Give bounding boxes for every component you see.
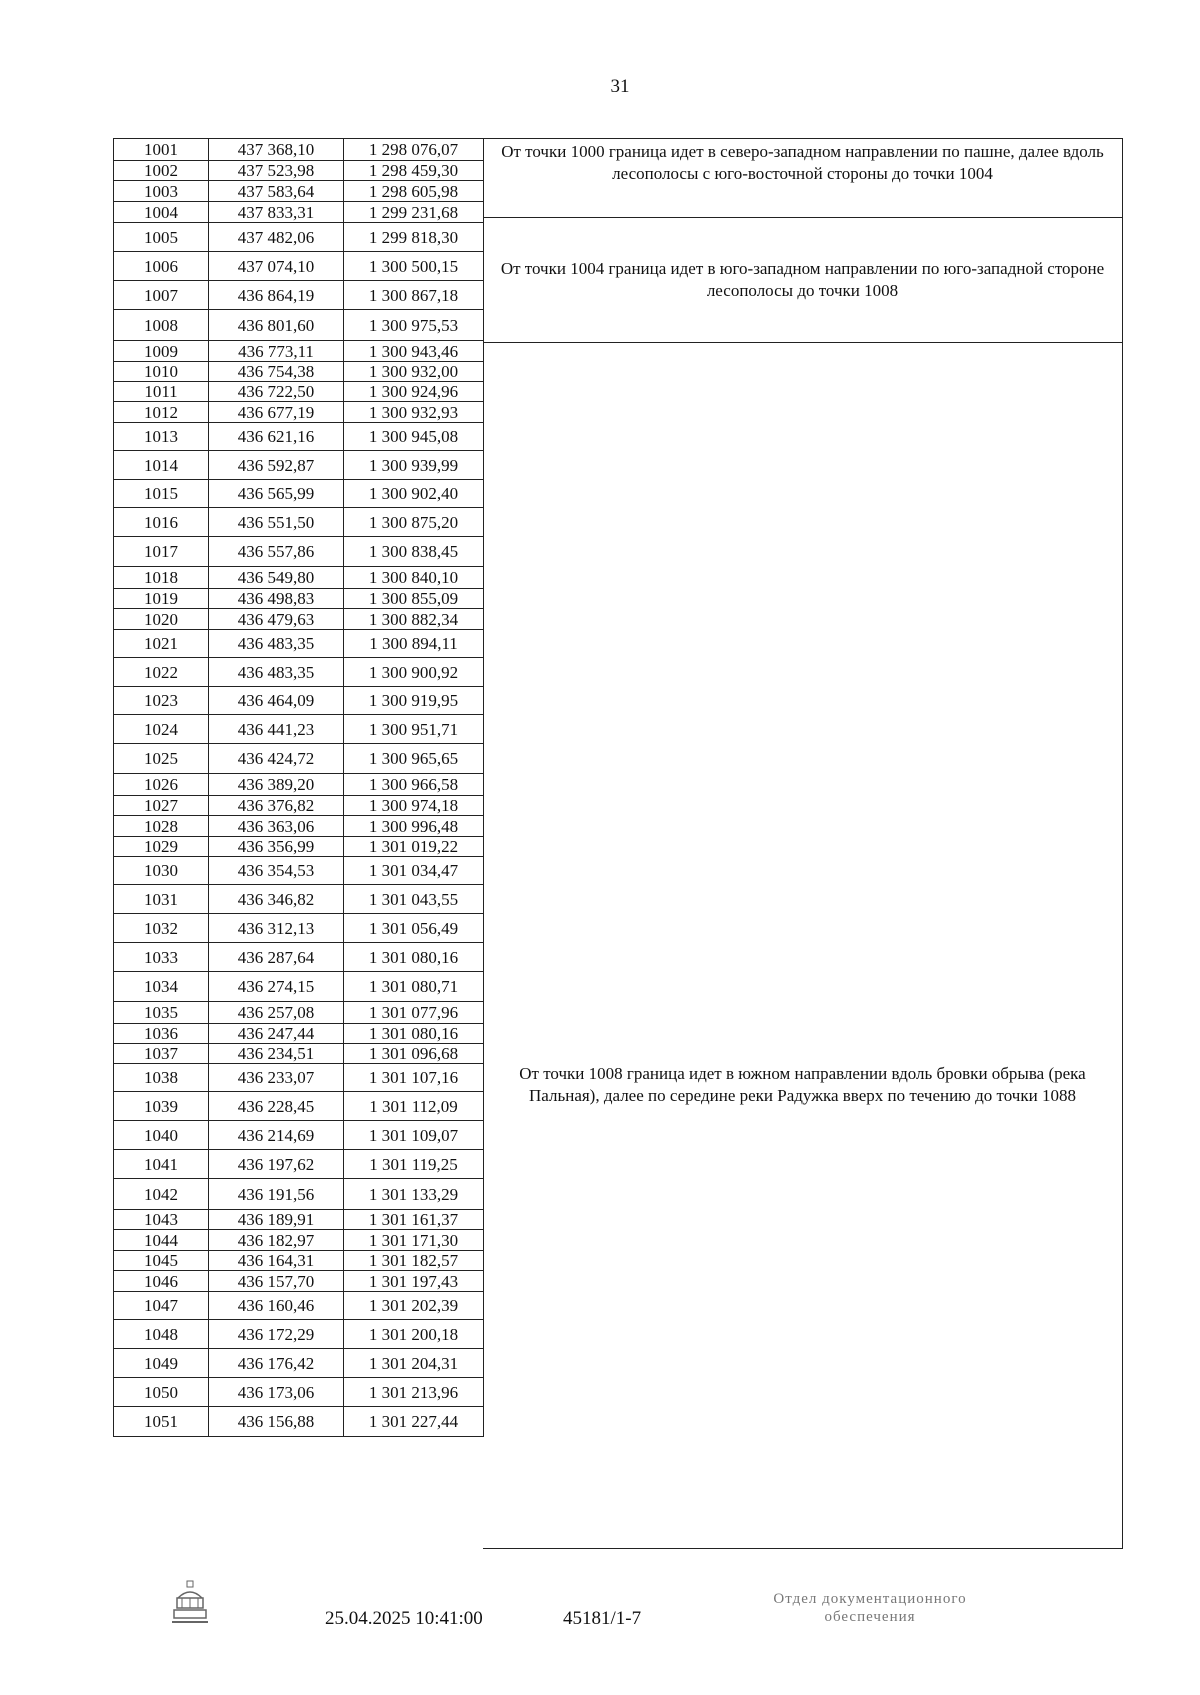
y-coordinate: 1 301 202,39 [344, 1292, 484, 1320]
table-row [114, 658, 484, 687]
point-number: 1001 [114, 139, 209, 161]
table-row [114, 451, 484, 480]
x-coordinate: 436 557,86 [209, 537, 344, 567]
table-row [114, 1320, 484, 1349]
point-number: 1032 [114, 914, 209, 943]
document-number: 45181/1-7 [563, 1608, 642, 1629]
x-coordinate: 436 864,19 [209, 281, 344, 310]
point-number: 1035 [114, 1002, 209, 1024]
x-coordinate: 436 346,82 [209, 885, 344, 914]
point-number: 1009 [114, 341, 209, 362]
y-coordinate: 1 300 932,93 [344, 402, 484, 423]
x-coordinate: 436 424,72 [209, 744, 344, 774]
x-coordinate: 436 189,91 [209, 1210, 344, 1230]
y-coordinate: 1 298 459,30 [344, 161, 484, 181]
y-coordinate: 1 301 096,68 [344, 1044, 484, 1064]
x-coordinate: 436 287,64 [209, 943, 344, 972]
y-coordinate: 1 301 107,16 [344, 1064, 484, 1092]
x-coordinate: 436 182,97 [209, 1230, 344, 1251]
table-row [114, 161, 484, 181]
y-coordinate: 1 300 996,48 [344, 816, 484, 837]
point-number: 1017 [114, 537, 209, 567]
point-number: 1047 [114, 1292, 209, 1320]
table-row [114, 281, 484, 310]
y-coordinate: 1 301 077,96 [344, 1002, 484, 1024]
y-coordinate: 1 300 951,71 [344, 715, 484, 744]
table-row [114, 1271, 484, 1292]
x-coordinate: 436 173,06 [209, 1378, 344, 1407]
table-row [114, 837, 484, 857]
y-coordinate: 1 301 109,07 [344, 1121, 484, 1150]
point-number: 1036 [114, 1024, 209, 1044]
y-coordinate: 1 300 500,15 [344, 252, 484, 281]
point-number: 1019 [114, 589, 209, 609]
table-row [114, 796, 484, 816]
point-number: 1006 [114, 252, 209, 281]
y-coordinate: 1 301 112,09 [344, 1092, 484, 1121]
boundary-sheet [113, 138, 1123, 1549]
x-coordinate: 436 157,70 [209, 1271, 344, 1292]
y-coordinate: 1 300 932,00 [344, 362, 484, 382]
y-coordinate: 1 301 119,25 [344, 1150, 484, 1179]
point-number: 1028 [114, 816, 209, 837]
point-number: 1011 [114, 382, 209, 402]
table-row [114, 589, 484, 609]
y-coordinate: 1 301 056,49 [344, 914, 484, 943]
table-row [114, 1378, 484, 1407]
x-coordinate: 436 160,46 [209, 1292, 344, 1320]
x-coordinate: 436 677,19 [209, 402, 344, 423]
table-row [114, 223, 484, 252]
y-coordinate: 1 300 975,53 [344, 310, 484, 341]
y-coordinate: 1 300 924,96 [344, 382, 484, 402]
table-row [114, 341, 484, 362]
y-coordinate: 1 301 080,71 [344, 972, 484, 1002]
table-row [114, 1292, 484, 1320]
y-coordinate: 1 300 919,95 [344, 687, 484, 715]
table-row [114, 857, 484, 885]
y-coordinate: 1 300 902,40 [344, 480, 484, 508]
seal-icon [170, 1580, 210, 1628]
x-coordinate: 437 368,10 [209, 139, 344, 161]
x-coordinate: 436 172,29 [209, 1320, 344, 1349]
x-coordinate: 436 191,56 [209, 1179, 344, 1210]
point-number: 1042 [114, 1179, 209, 1210]
table-row [114, 310, 484, 341]
point-number: 1003 [114, 181, 209, 202]
table-row [114, 423, 484, 451]
point-number: 1040 [114, 1121, 209, 1150]
y-coordinate: 1 301 080,16 [344, 1024, 484, 1044]
x-coordinate: 436 214,69 [209, 1121, 344, 1150]
table-row [114, 1044, 484, 1064]
y-coordinate: 1 301 133,29 [344, 1179, 484, 1210]
x-coordinate: 437 583,64 [209, 181, 344, 202]
table-row [114, 402, 484, 423]
x-coordinate: 436 312,13 [209, 914, 344, 943]
table-row [114, 1002, 484, 1024]
x-coordinate: 436 479,63 [209, 609, 344, 630]
point-number: 1021 [114, 630, 209, 658]
point-number: 1022 [114, 658, 209, 687]
x-coordinate: 436 233,07 [209, 1064, 344, 1092]
description-column [483, 138, 1123, 1549]
footer [0, 1580, 1200, 1650]
stamp-line-1: Отдел документационного [773, 1591, 967, 1607]
table-row [114, 1150, 484, 1179]
y-coordinate: 1 300 974,18 [344, 796, 484, 816]
x-coordinate: 437 074,10 [209, 252, 344, 281]
y-coordinate: 1 300 900,92 [344, 658, 484, 687]
point-number: 1041 [114, 1150, 209, 1179]
table-row [114, 744, 484, 774]
point-number: 1023 [114, 687, 209, 715]
point-number: 1046 [114, 1271, 209, 1292]
point-number: 1025 [114, 744, 209, 774]
table-row [114, 943, 484, 972]
y-coordinate: 1 301 204,31 [344, 1349, 484, 1378]
point-number: 1049 [114, 1349, 209, 1378]
x-coordinate: 436 441,23 [209, 715, 344, 744]
x-coordinate: 436 228,45 [209, 1092, 344, 1121]
table-row [114, 567, 484, 589]
point-number: 1005 [114, 223, 209, 252]
x-coordinate: 436 356,99 [209, 837, 344, 857]
table-row [114, 382, 484, 402]
table-row [114, 885, 484, 914]
x-coordinate: 436 389,20 [209, 774, 344, 796]
point-number: 1033 [114, 943, 209, 972]
y-coordinate: 1 301 080,16 [344, 943, 484, 972]
table-row [114, 914, 484, 943]
point-number: 1045 [114, 1251, 209, 1271]
point-number: 1010 [114, 362, 209, 382]
description-1000-1004: От точки 1000 граница идет в северо-западном направлении по пашне, далее вдоль лесополосы с юго-восточной стороны до точки 1004 [483, 139, 1122, 218]
y-coordinate: 1 301 182,57 [344, 1251, 484, 1271]
x-coordinate: 436 363,06 [209, 816, 344, 837]
point-number: 1012 [114, 402, 209, 423]
point-number: 1008 [114, 310, 209, 341]
table-row [114, 1251, 484, 1271]
y-coordinate: 1 300 838,45 [344, 537, 484, 567]
point-number: 1007 [114, 281, 209, 310]
x-coordinate: 436 565,99 [209, 480, 344, 508]
y-coordinate: 1 300 840,10 [344, 567, 484, 589]
point-number: 1029 [114, 837, 209, 857]
point-number: 1031 [114, 885, 209, 914]
y-coordinate: 1 298 605,98 [344, 181, 484, 202]
y-coordinate: 1 301 200,18 [344, 1320, 484, 1349]
point-number: 1039 [114, 1092, 209, 1121]
table-row [114, 1230, 484, 1251]
table-row [114, 1407, 484, 1437]
table-row [114, 202, 484, 223]
table-row [114, 508, 484, 537]
point-number: 1043 [114, 1210, 209, 1230]
y-coordinate: 1 301 034,47 [344, 857, 484, 885]
point-number: 1013 [114, 423, 209, 451]
point-number: 1051 [114, 1407, 209, 1437]
x-coordinate: 437 482,06 [209, 223, 344, 252]
x-coordinate: 436 247,44 [209, 1024, 344, 1044]
point-number: 1034 [114, 972, 209, 1002]
x-coordinate: 436 483,35 [209, 658, 344, 687]
description-1004-1008: От точки 1004 граница идет в юго-западном направлении по юго-западной стороне лесополосы до точки 1008 [483, 218, 1122, 343]
point-number: 1050 [114, 1378, 209, 1407]
x-coordinate: 436 801,60 [209, 310, 344, 341]
y-coordinate: 1 298 076,07 [344, 139, 484, 161]
y-coordinate: 1 300 875,20 [344, 508, 484, 537]
point-number: 1016 [114, 508, 209, 537]
y-coordinate: 1 300 882,34 [344, 609, 484, 630]
page-number: 31 [610, 76, 630, 97]
table-row [114, 362, 484, 382]
table-row [114, 537, 484, 567]
x-coordinate: 436 197,62 [209, 1150, 344, 1179]
table-row [114, 252, 484, 281]
y-coordinate: 1 301 171,30 [344, 1230, 484, 1251]
point-number: 1002 [114, 161, 209, 181]
table-row [114, 715, 484, 744]
table-row [114, 1024, 484, 1044]
point-number: 1048 [114, 1320, 209, 1349]
y-coordinate: 1 300 867,18 [344, 281, 484, 310]
x-coordinate: 436 376,82 [209, 796, 344, 816]
table-row [114, 630, 484, 658]
y-coordinate: 1 300 855,09 [344, 589, 484, 609]
point-number: 1015 [114, 480, 209, 508]
y-coordinate: 1 301 043,55 [344, 885, 484, 914]
table-row [114, 687, 484, 715]
x-coordinate: 436 621,16 [209, 423, 344, 451]
table-row [114, 972, 484, 1002]
x-coordinate: 436 257,08 [209, 1002, 344, 1024]
x-coordinate: 436 483,35 [209, 630, 344, 658]
table-row [114, 1092, 484, 1121]
x-coordinate: 436 551,50 [209, 508, 344, 537]
y-coordinate: 1 301 019,22 [344, 837, 484, 857]
coordinates-table [113, 138, 484, 1437]
y-coordinate: 1 301 213,96 [344, 1378, 484, 1407]
table-row [114, 1210, 484, 1230]
point-number: 1030 [114, 857, 209, 885]
x-coordinate: 436 498,83 [209, 589, 344, 609]
y-coordinate: 1 300 965,65 [344, 744, 484, 774]
y-coordinate: 1 300 966,58 [344, 774, 484, 796]
y-coordinate: 1 300 945,08 [344, 423, 484, 451]
table-row [114, 139, 484, 161]
x-coordinate: 436 164,31 [209, 1251, 344, 1271]
x-coordinate: 436 549,80 [209, 567, 344, 589]
point-number: 1026 [114, 774, 209, 796]
table-row [114, 1349, 484, 1378]
y-coordinate: 1 300 943,46 [344, 341, 484, 362]
point-number: 1018 [114, 567, 209, 589]
y-coordinate: 1 300 939,99 [344, 451, 484, 480]
point-number: 1020 [114, 609, 209, 630]
y-coordinate: 1 299 818,30 [344, 223, 484, 252]
x-coordinate: 437 523,98 [209, 161, 344, 181]
x-coordinate: 436 754,38 [209, 362, 344, 382]
table-row [114, 181, 484, 202]
x-coordinate: 436 773,11 [209, 341, 344, 362]
y-coordinate: 1 301 161,37 [344, 1210, 484, 1230]
department-stamp [720, 1590, 1020, 1626]
table-row [114, 816, 484, 837]
point-number: 1004 [114, 202, 209, 223]
registration-datetime: 25.04.2025 10:41:00 [325, 1608, 483, 1629]
y-coordinate: 1 300 894,11 [344, 630, 484, 658]
stamp-line-2: обеспечения [824, 1609, 916, 1625]
x-coordinate: 436 354,53 [209, 857, 344, 885]
point-number: 1044 [114, 1230, 209, 1251]
x-coordinate: 436 234,51 [209, 1044, 344, 1064]
point-number: 1038 [114, 1064, 209, 1092]
point-number: 1037 [114, 1044, 209, 1064]
table-row [114, 1121, 484, 1150]
x-coordinate: 437 833,31 [209, 202, 344, 223]
table-row [114, 609, 484, 630]
table-row [114, 1064, 484, 1092]
point-number: 1014 [114, 451, 209, 480]
description-1008-1088: От точки 1008 граница идет в южном направлении вдоль бровки обрыва (река Пальная), далее по середине реки Радужка вверх по течению до точки 1088 [519, 1064, 1086, 1105]
point-number: 1024 [114, 715, 209, 744]
x-coordinate: 436 592,87 [209, 451, 344, 480]
x-coordinate: 436 274,15 [209, 972, 344, 1002]
x-coordinate: 436 176,42 [209, 1349, 344, 1378]
y-coordinate: 1 299 231,68 [344, 202, 484, 223]
point-number: 1027 [114, 796, 209, 816]
table-row [114, 1179, 484, 1210]
table-row [114, 774, 484, 796]
y-coordinate: 1 301 197,43 [344, 1271, 484, 1292]
y-coordinate: 1 301 227,44 [344, 1407, 484, 1437]
x-coordinate: 436 156,88 [209, 1407, 344, 1437]
x-coordinate: 436 464,09 [209, 687, 344, 715]
table-row [114, 480, 484, 508]
x-coordinate: 436 722,50 [209, 382, 344, 402]
